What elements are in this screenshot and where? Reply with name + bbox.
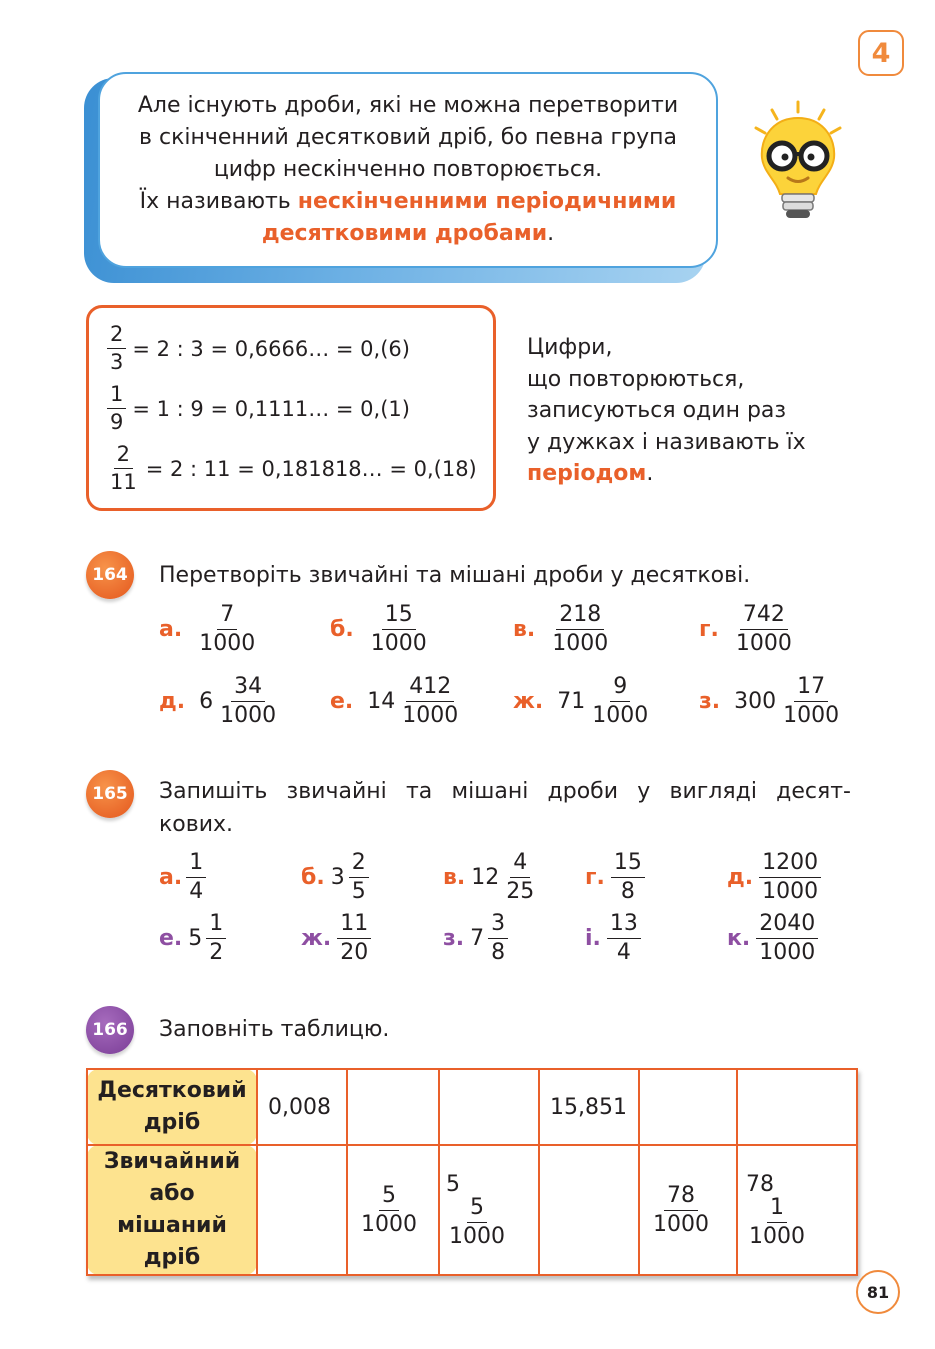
whole-part: 7 — [470, 926, 485, 951]
instruction-line: Запишіть звичайні та мішані дроби у вигляді десят- — [159, 779, 851, 804]
numerator: 4 — [510, 852, 530, 878]
denominator: 1000 — [653, 1211, 709, 1237]
numerator: 78 — [664, 1185, 698, 1211]
item-letter: а. — [159, 617, 183, 642]
task-instruction: Заповніть таблицю. — [159, 1017, 390, 1042]
table-cell[interactable] — [539, 1145, 639, 1275]
examples-box — [86, 305, 496, 511]
fraction — [650, 1182, 712, 1237]
denominator: 1000 — [370, 631, 427, 656]
exercise-item — [727, 913, 818, 964]
table-cell[interactable] — [737, 1145, 857, 1275]
whole-part: 6 — [199, 689, 214, 714]
item-letter: б. — [301, 865, 325, 890]
example-row — [107, 384, 410, 433]
intro-line: цифр нескінченно повторюється. — [213, 157, 603, 182]
chapter-number-badge: 4 — [858, 30, 904, 76]
task-number-badge: 165 — [86, 770, 134, 818]
exercise-item — [443, 852, 537, 903]
exercise-item — [443, 913, 508, 964]
fraction — [746, 1197, 808, 1248]
denominator: 4 — [189, 879, 204, 904]
fraction — [759, 852, 821, 903]
numerator: 7 — [217, 604, 237, 630]
task-number-badge: 164 — [86, 551, 134, 599]
denominator: 4 — [616, 940, 631, 965]
example-expression: = 1 : 9 = 0,1111… = 0,(1) — [132, 396, 410, 421]
item-letter: е. — [159, 926, 183, 951]
fraction — [217, 676, 279, 727]
numerator: 5 — [379, 1185, 399, 1211]
numerator: 9 — [610, 676, 630, 702]
intro-text — [138, 90, 678, 250]
denominator: 1000 — [552, 631, 609, 656]
example-row — [107, 444, 477, 493]
task-instruction: Перетворіть звичайні та мішані дроби у десяткові. — [159, 563, 751, 588]
fraction — [756, 913, 818, 964]
exercise-item — [699, 676, 842, 727]
whole-part: 300 — [734, 689, 777, 714]
numerator: 15 — [611, 852, 645, 878]
denominator: 1000 — [199, 631, 256, 656]
period-definition — [527, 332, 806, 490]
exercise-item — [159, 852, 206, 903]
fraction — [733, 604, 795, 655]
exercise-item — [585, 913, 641, 964]
denominator: 1000 — [749, 1224, 805, 1249]
fraction — [549, 604, 611, 655]
whole-part: 5 — [446, 1172, 460, 1197]
table-cell[interactable] — [639, 1069, 737, 1145]
numerator: 412 — [406, 676, 454, 702]
fraction — [107, 324, 126, 373]
denominator: 1000 — [759, 940, 816, 965]
denominator: 20 — [340, 940, 369, 965]
fraction — [186, 852, 206, 903]
fraction — [349, 852, 369, 903]
intro-highlight: десятковими дробами — [261, 221, 548, 246]
note-highlight: періодом — [527, 461, 647, 486]
item-letter: з. — [699, 689, 721, 714]
intro-highlight: нескінченними періодичними — [297, 189, 677, 214]
task-number-badge: 166 — [86, 1006, 134, 1054]
exercise-item — [585, 852, 645, 903]
whole-part: 14 — [367, 689, 396, 714]
whole-part: 78 — [746, 1172, 774, 1197]
numerator: 1 — [186, 852, 206, 878]
header-line: Десятковий — [97, 1078, 247, 1103]
page-number: 81 — [856, 1270, 900, 1314]
note-line: у дужках і називають їх — [527, 429, 806, 455]
item-letter: ж. — [513, 689, 544, 714]
instruction-line: кових. — [159, 812, 234, 837]
note-end-dot: . — [646, 461, 654, 486]
fraction — [107, 384, 126, 433]
item-letter: г. — [699, 617, 719, 642]
fraction — [589, 676, 651, 727]
exercise-item — [159, 676, 279, 727]
exercise-item — [727, 852, 821, 903]
fraction — [503, 852, 537, 903]
table-cell[interactable]: 15,851 — [539, 1069, 639, 1145]
numerator: 2 — [349, 852, 369, 878]
table-cell[interactable] — [439, 1145, 539, 1275]
denominator: 8 — [620, 879, 635, 904]
item-letter: д. — [727, 865, 754, 890]
numerator: 5 — [467, 1197, 487, 1223]
fraction — [337, 913, 371, 964]
exercise-item — [330, 676, 461, 727]
item-letter: д. — [159, 689, 186, 714]
intro-line: Але існують дроби, які не можна перетворити — [137, 93, 679, 118]
denominator: 9 — [110, 410, 124, 434]
denominator: 3 — [110, 350, 124, 374]
fraction — [196, 604, 258, 655]
fraction — [368, 604, 430, 655]
denominator: 1000 — [592, 703, 649, 728]
numerator: 1200 — [759, 852, 821, 878]
item-letter: ж. — [301, 926, 332, 951]
item-letter: з. — [443, 926, 465, 951]
table-cell[interactable] — [347, 1069, 439, 1145]
exercise-item — [513, 604, 611, 655]
fraction — [611, 852, 645, 903]
item-letter: г. — [585, 865, 605, 890]
numerator: 1 — [107, 384, 126, 409]
example-expression: = 2 : 11 = 0,181818… = 0,(18) — [145, 456, 477, 481]
row-header — [87, 1069, 257, 1145]
table-cell[interactable] — [257, 1145, 347, 1275]
denominator: 1000 — [220, 703, 277, 728]
denominator: 11 — [110, 470, 137, 494]
fraction — [607, 913, 641, 964]
numerator: 17 — [794, 676, 828, 702]
header-line: Звичайний — [103, 1149, 241, 1174]
note-line: записуються один раз — [527, 398, 787, 423]
note-line: що повторюються, — [527, 366, 745, 392]
numerator: 1 — [767, 1197, 787, 1223]
exercise-item — [159, 604, 258, 655]
item-letter: а. — [159, 865, 183, 890]
numerator: 218 — [556, 604, 604, 630]
example-row — [107, 324, 410, 373]
numerator: 2040 — [756, 913, 818, 939]
exercise-item — [159, 913, 226, 964]
table-row — [87, 1145, 857, 1275]
numerator: 3 — [488, 913, 508, 939]
fraction — [780, 676, 842, 727]
item-letter: е. — [330, 689, 354, 714]
denominator: 1000 — [449, 1224, 505, 1249]
exercise-item — [699, 604, 795, 655]
intro-line: в скінченний десятковий дріб, бо певна група — [139, 125, 677, 150]
table-row — [87, 1069, 857, 1145]
row-header — [87, 1145, 257, 1275]
item-letter: в. — [513, 617, 536, 642]
fraction — [107, 444, 140, 493]
intro-line: Їх називають — [139, 189, 298, 214]
intro-end-dot: . — [547, 221, 555, 246]
lightbulb-mascot-icon — [748, 98, 848, 228]
item-letter: і. — [585, 926, 601, 951]
denominator: 1000 — [361, 1211, 417, 1237]
denominator: 5 — [351, 879, 366, 904]
denominator: 1000 — [402, 703, 459, 728]
item-letter: б. — [330, 617, 354, 642]
fraction — [446, 1197, 508, 1248]
exercise-item — [330, 604, 430, 655]
denominator: 8 — [491, 940, 506, 965]
intro-callout — [98, 72, 718, 268]
numerator: 1 — [206, 913, 226, 939]
numerator: 15 — [382, 604, 416, 630]
numerator: 34 — [231, 676, 265, 702]
exercise-item — [301, 852, 369, 903]
item-letter: в. — [443, 865, 466, 890]
denominator: 1000 — [783, 703, 840, 728]
table-cell[interactable] — [439, 1069, 539, 1145]
fraction — [206, 913, 226, 964]
denominator: 1000 — [762, 879, 819, 904]
whole-part: 3 — [330, 865, 345, 890]
task-instruction — [159, 775, 851, 841]
header-line: дріб — [143, 1245, 201, 1270]
whole-part: 5 — [188, 926, 203, 951]
table-cell[interactable] — [639, 1145, 737, 1275]
numerator: 742 — [740, 604, 788, 630]
header-line: дріб — [143, 1110, 201, 1135]
exercise-item — [301, 913, 371, 964]
fill-in-table — [86, 1068, 858, 1276]
denominator: 1000 — [735, 631, 792, 656]
table-cell[interactable] — [347, 1145, 439, 1275]
denominator: 2 — [209, 940, 224, 965]
numerator: 2 — [107, 324, 126, 349]
numerator: 2 — [114, 444, 133, 469]
table-cell[interactable]: 0,008 — [257, 1069, 347, 1145]
item-letter: к. — [727, 926, 751, 951]
header-line: або мішаний — [117, 1181, 227, 1238]
numerator: 11 — [337, 913, 371, 939]
fraction — [488, 913, 508, 964]
example-expression: = 2 : 3 = 0,6666… = 0,(6) — [132, 336, 410, 361]
numerator: 13 — [607, 913, 641, 939]
exercise-item — [513, 676, 651, 727]
note-line: Цифри, — [527, 335, 613, 360]
whole-part: 71 — [557, 689, 586, 714]
denominator: 25 — [506, 879, 535, 904]
whole-part: 12 — [471, 865, 500, 890]
fraction — [358, 1182, 420, 1237]
table-cell[interactable] — [737, 1069, 857, 1145]
fraction — [399, 676, 461, 727]
